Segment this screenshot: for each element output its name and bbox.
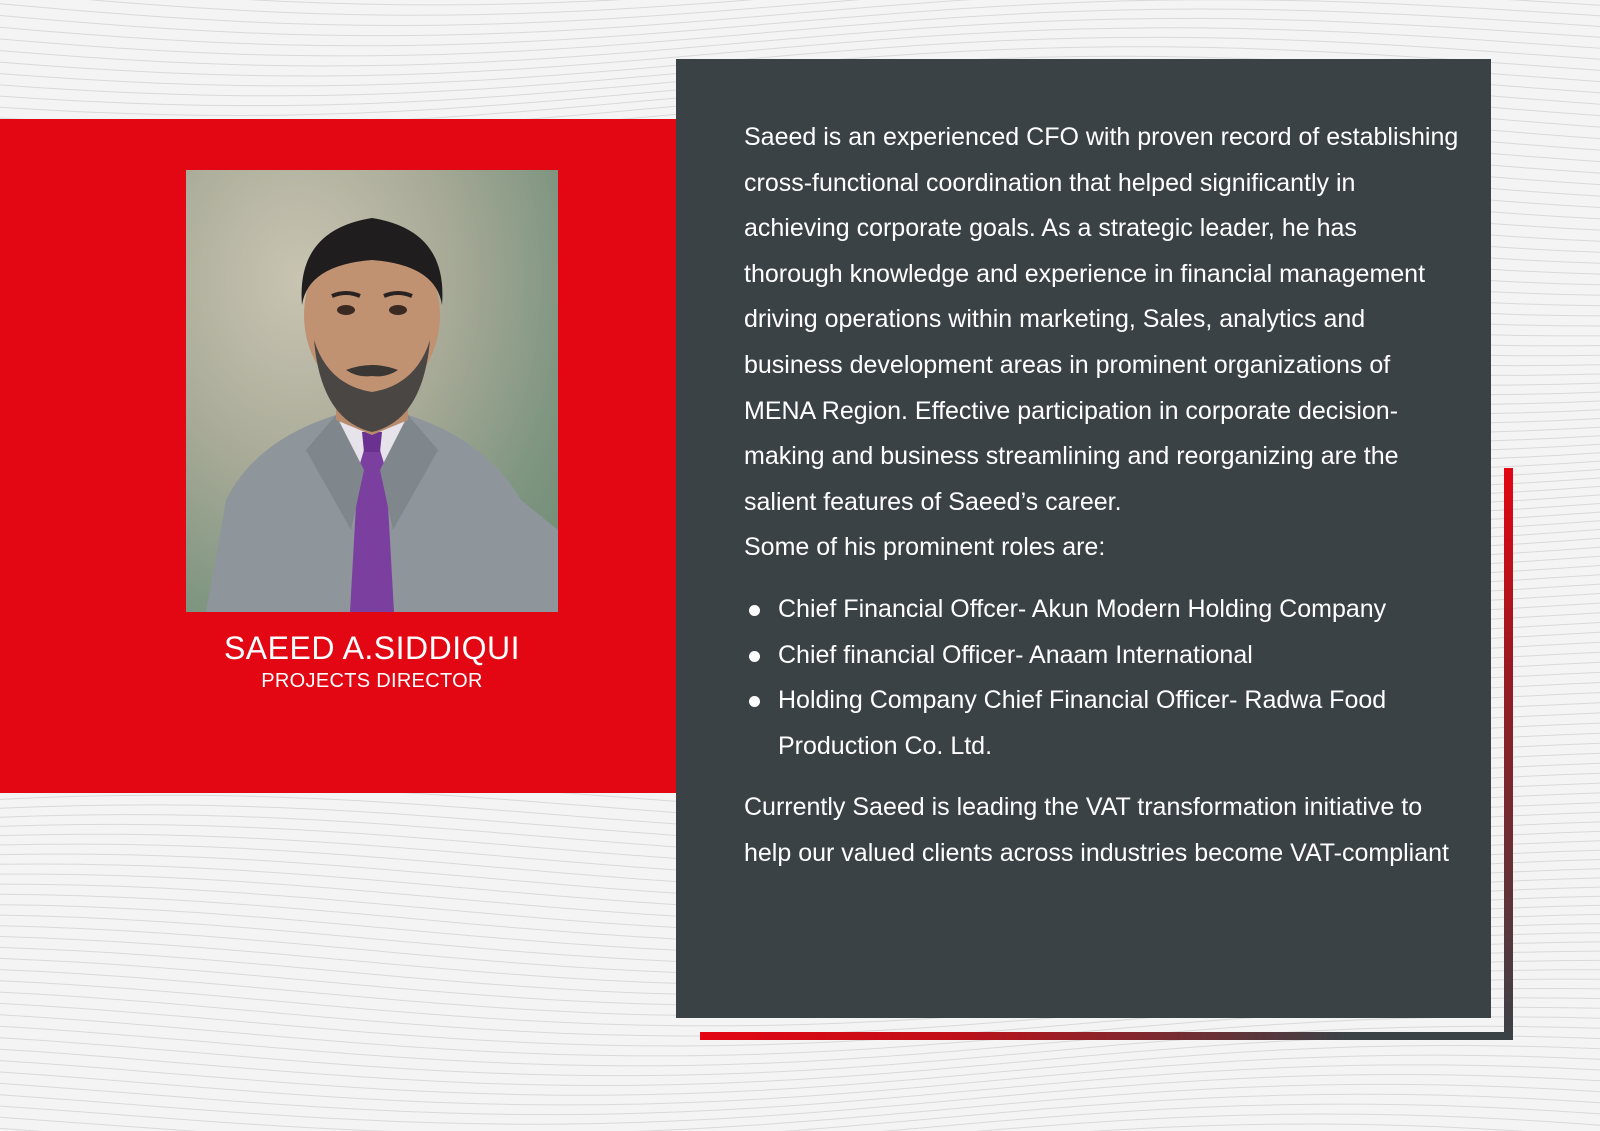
roles-list [744, 587, 1461, 769]
bullet-icon [749, 696, 760, 707]
wave-line [0, 1055, 1600, 1105]
wave-line [0, 1104, 1600, 1131]
profile-photo [186, 170, 558, 612]
profile-title: PROJECTS DIRECTOR [261, 670, 483, 692]
bio-panel [676, 59, 1491, 1018]
frame-accent-bottom [700, 1032, 1513, 1040]
profile-name: SAEED A.SIDDIQUI [223, 630, 521, 666]
bio-closing: Currently Saeed is leading the VAT transformation initiative to help our valued clients across industries become VAT-compliant [744, 793, 1449, 867]
role-text: Chief Financial Offcer- Akun Modern Holding Company [778, 594, 1387, 623]
bio-intro: Saeed is an experienced CFO with proven record of establishing cross-functional coordination that helped significantly in achieving corporate goals. As a strategic leader, he has thorough knowledge and experience in financial management driving operations within marketing, Sales, analytics and business development areas in prominent organizations of MENA Region. Effective participation in corporate decision-making and business streamlining and reorganizing are the salient features of Saeed’s career. [744, 123, 1459, 516]
wave-line [0, 1114, 1600, 1131]
wave-line [0, 1075, 1600, 1125]
role-text: Holding Company Chief Financial Officer- Radwa Food Production Co. Ltd. [778, 686, 1387, 760]
list-item [744, 678, 1461, 769]
wave-line [0, 0, 1600, 36]
role-text: Chief financial Officer- Anaam International [778, 640, 1253, 669]
roles-heading: Some of his prominent roles are: [744, 533, 1106, 562]
bullet-icon [749, 651, 760, 662]
list-item [744, 633, 1461, 679]
wave-line [0, 1065, 1600, 1115]
frame-accent-right [1504, 468, 1513, 1040]
list-item [744, 587, 1461, 633]
bullet-icon [749, 605, 760, 616]
